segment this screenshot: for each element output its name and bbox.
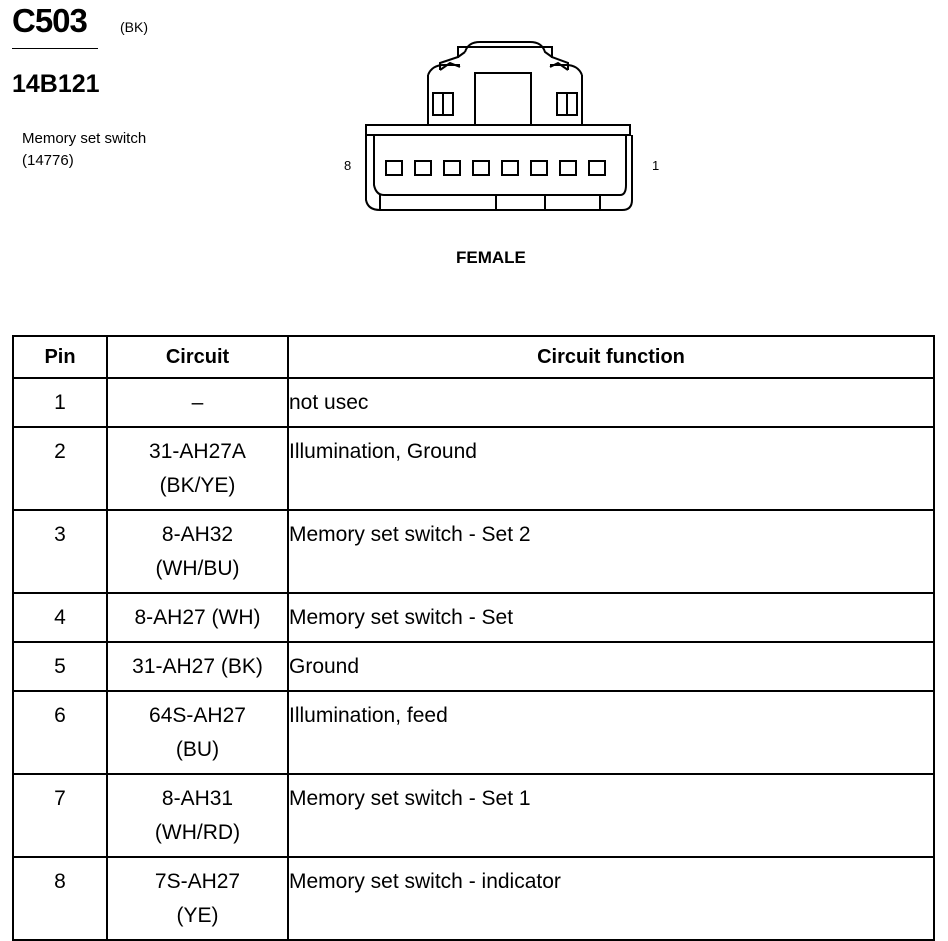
header-circuit: Circuit [107, 336, 288, 378]
pin-cell: 1 [13, 378, 107, 427]
wire-color: (BK/YE) [159, 474, 236, 497]
wire-color: (BU) [175, 738, 220, 761]
function-cell: Illumination, feed [288, 691, 934, 774]
function-cell: Ground [288, 642, 934, 691]
connector-id: C503 [12, 2, 87, 39]
component-number: (14776) [22, 152, 74, 169]
circuit-cell [107, 691, 288, 774]
wire-color: (YE) [176, 904, 219, 927]
pin-label-right: 1 [652, 158, 660, 173]
pin-cell: 6 [13, 691, 107, 774]
function-cell: not usec [288, 378, 934, 427]
part-number: 14B121 [12, 70, 100, 98]
table-row [13, 593, 934, 642]
table-row [13, 378, 934, 427]
circuit-cell [107, 593, 288, 642]
table-row [13, 642, 934, 691]
table-header-row [13, 336, 934, 378]
table-row [13, 427, 934, 510]
pin-cell: 4 [13, 593, 107, 642]
function-cell: Memory set switch - Set 2 [288, 510, 934, 593]
circuit-id: 8-AH32 [161, 523, 234, 546]
table-row [13, 774, 934, 857]
circuit-cell [107, 857, 288, 940]
circuit-id: 31-AH27 (BK) [132, 655, 263, 678]
function-cell: Memory set switch - Set [288, 593, 934, 642]
title-underline [12, 48, 98, 49]
wire-color: (WH/RD) [154, 821, 241, 844]
circuit-id: 31-AH27A [149, 440, 246, 463]
connector-face-drawing [340, 35, 670, 220]
function-cell: Memory set switch - indicator [288, 857, 934, 940]
circuit-id: 7S-AH27 [154, 870, 241, 893]
pinout-table [12, 335, 935, 941]
circuit-id: 64S-AH27 [149, 704, 246, 727]
circuit-cell [107, 642, 288, 691]
header-pin: Pin [13, 336, 107, 378]
wire-color: (WH/BU) [155, 557, 240, 580]
pin-label-left: 8 [344, 158, 352, 173]
circuit-id: 8-AH27 (WH) [134, 606, 261, 629]
pin-cell: 2 [13, 427, 107, 510]
circuit-cell [107, 427, 288, 510]
header-circuit-function: Circuit function [288, 336, 934, 378]
function-cell: Illumination, Ground [288, 427, 934, 510]
component-name: Memory set switch [22, 130, 147, 147]
pin-cell: 3 [13, 510, 107, 593]
table-row [13, 691, 934, 774]
circuit-id: 8-AH31 [161, 787, 234, 810]
circuit-id: – [191, 391, 204, 414]
connector-gender-label: FEMALE [456, 248, 526, 267]
pin-cell: 8 [13, 857, 107, 940]
function-cell: Memory set switch - Set 1 [288, 774, 934, 857]
circuit-cell [107, 774, 288, 857]
pin-cell: 7 [13, 774, 107, 857]
pin-cell: 5 [13, 642, 107, 691]
table-row [13, 857, 934, 940]
circuit-cell [107, 378, 288, 427]
circuit-cell [107, 510, 288, 593]
component-label [22, 128, 146, 172]
table-row [13, 510, 934, 593]
connector-color: (BK) [120, 19, 148, 35]
